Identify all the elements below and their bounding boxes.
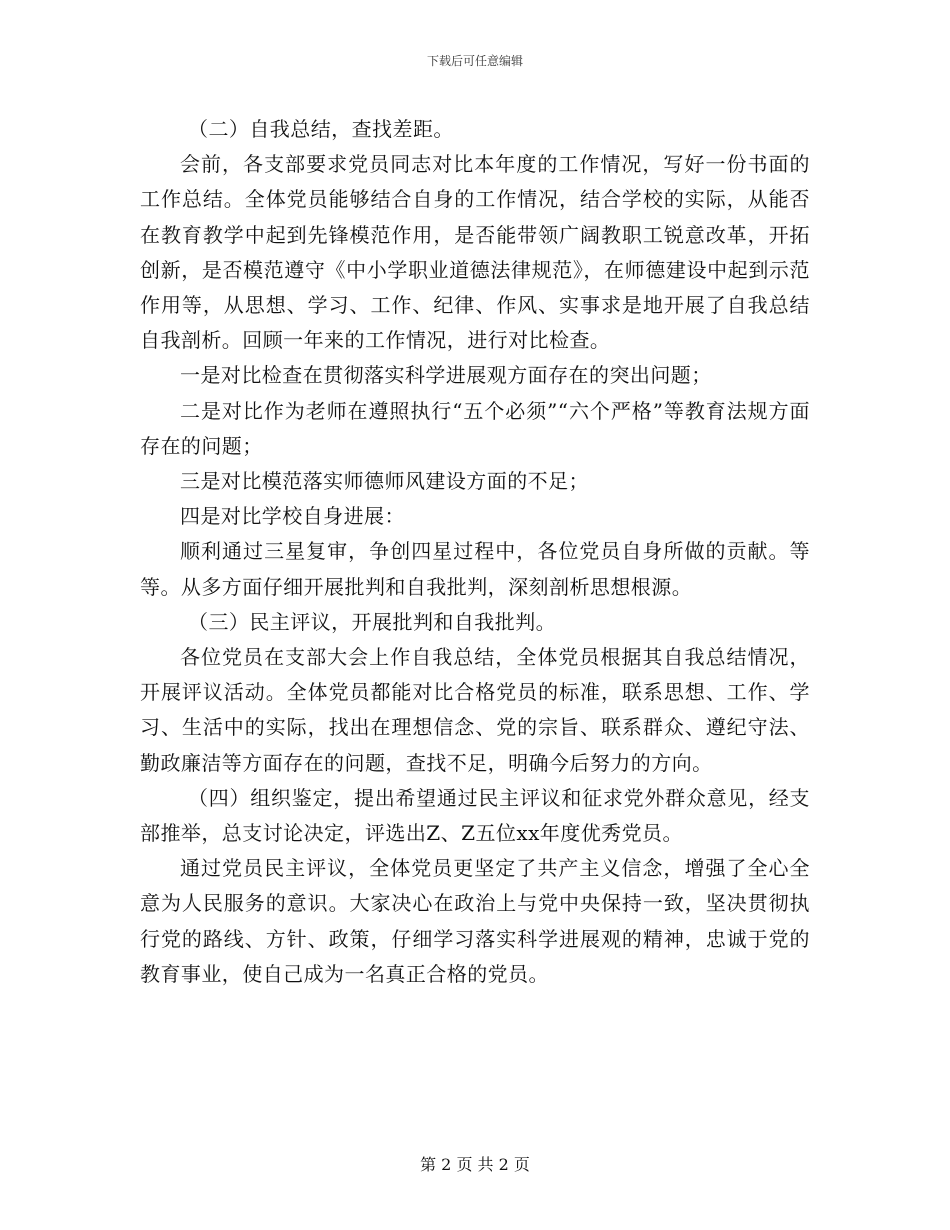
section-heading-4: （四）组织鉴定，提出希望通过民主评议和征求党外群众意见，经支部推举，总支讨论决定，评选出Z、Z五位xx年度优秀党员。 xyxy=(140,785,810,846)
paragraph-review: 顺利通过三星复审，争创四星过程中，各位党员自身所做的贡献。等等。从多方面仔细开展批判和自我批判，深刻剖析思想根源。 xyxy=(140,539,810,599)
paragraph-item-3: 三是对比模范落实师德师风建设方面的不足； xyxy=(180,469,589,494)
paragraph-conclusion: 通过党员民主评议，全体党员更坚定了共产主义信念，增强了全心全意为人民服务的意识。大家决心在政治上与党中央保持一致，坚决贯彻执行党的路线、方针、政策，仔细学习落实科学进展观的精神，忠诚于党的教育事业，使自己成为一名真正合格的党员。 xyxy=(140,856,810,986)
page-header: 下载后可任意编辑 xyxy=(426,54,523,68)
section-heading-2: （二）自我总结，查找差距。 xyxy=(188,117,454,141)
paragraph-meeting-summary: 会前，各支部要求党员同志对比本年度的工作情况，写好一份书面的工作总结。全体党员能够结合自身的工作情况，结合学校的实际，从能否在教育教学中起到先锋模范作用，是否能带领广阔教职工锐意改革，开拓创新，是否模范遵守《中小学职业道德法律规范》，在师德建设中起到示范作用等，从思想、学习、工作、纪律、作风、实事求是地开展了自我总结自我剖析。回顾一年来的工作情况，进行对比检查。 xyxy=(140,152,810,353)
section-heading-3: （三）民主评议，开展批判和自我批判。 xyxy=(188,609,557,634)
document-body xyxy=(140,112,810,992)
page-number: 第 2 页 共 2 页 xyxy=(420,1155,530,1174)
paragraph-item-1: 一是对比检查在贯彻落实科学进展观方面存在的突出问题； xyxy=(180,363,712,388)
paragraph-item-4: 四是对比学校自身进展： xyxy=(180,504,405,529)
paragraph-item-2: 二是对比作为老师在遵照执行“五个必须”“六个严格”等教育法规方面存在的问题； xyxy=(140,398,810,458)
paragraph-evaluation: 各位党员在支部大会上作自我总结，全体党员根据其自我总结情况，开展评议活动。全体党员都能对比合格党员的标准，联系思想、工作、学习、生活中的实际，找出在理想信念、党的宗旨、联系群众、遵纪守法、勤政廉洁等方面存在的问题，查找不足，明确今后努力的方向。 xyxy=(140,645,810,775)
